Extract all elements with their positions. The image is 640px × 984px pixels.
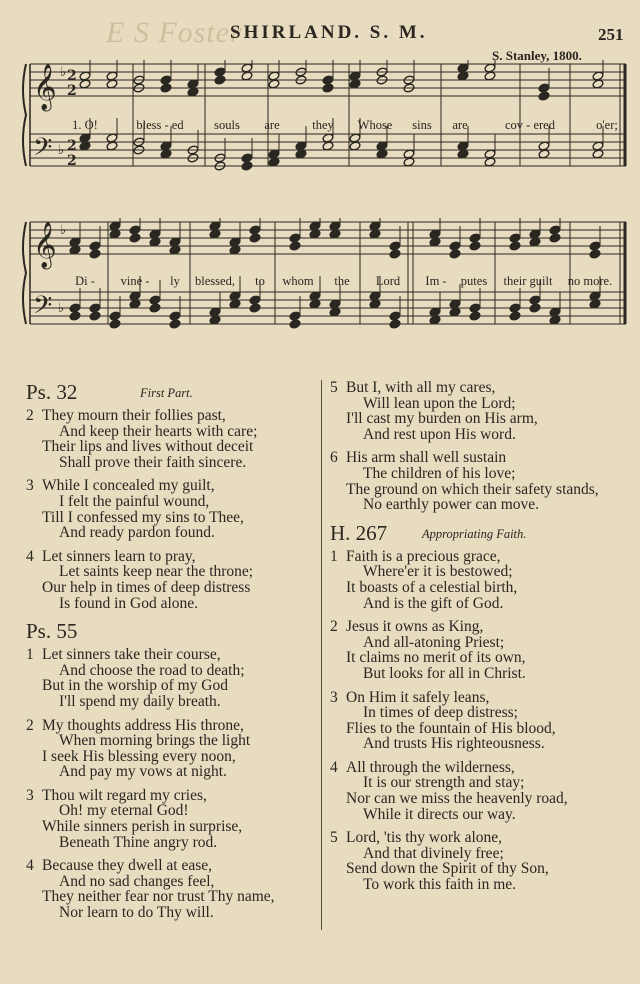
verse-text: Let sinners learn to pray,	[42, 547, 196, 565]
verse-line	[26, 819, 318, 835]
verse-line	[330, 861, 630, 877]
verse-line	[330, 482, 630, 498]
svg-text:𝄞: 𝄞	[33, 222, 57, 268]
psalm-heading	[26, 619, 318, 645]
stanza	[26, 858, 318, 920]
verse-line	[26, 549, 318, 565]
svg-text:𝄞: 𝄞	[33, 64, 57, 110]
verse-text: Is found in God alone.	[59, 594, 199, 612]
stanza-number: 3	[26, 786, 34, 804]
verse-line	[330, 380, 630, 396]
verse-line	[26, 678, 318, 694]
stanza-number: 3	[330, 688, 338, 706]
verse-line	[330, 807, 630, 823]
verse-line	[26, 835, 318, 851]
lyric-syllable: o'er;	[596, 118, 618, 132]
stanza	[330, 830, 630, 892]
music-system-2	[0, 218, 640, 358]
stanza	[26, 647, 318, 709]
verse-text: And that divinely free;	[363, 844, 504, 862]
verse-line	[26, 749, 318, 765]
verse-text: But looks for all in Christ.	[363, 664, 526, 682]
stanza-number: 1	[330, 547, 338, 565]
svg-text:♭: ♭	[58, 301, 65, 316]
verse-text: In times of deep distress;	[363, 704, 518, 722]
stanza-number: 3	[26, 477, 34, 495]
verse-text: It claims no merit of its own,	[346, 649, 526, 667]
verse-text: Thou wilt regard my cries,	[42, 786, 207, 804]
verse-line	[330, 760, 630, 776]
psalm-heading	[330, 521, 630, 547]
verse-text: But I, with all my cares,	[346, 379, 496, 396]
verse-text: Will lean upon the Lord;	[363, 394, 516, 412]
verse-text: Their lips and lives without deceit	[42, 438, 254, 456]
verse-text: And choose the road to death;	[59, 661, 245, 679]
verse-line	[330, 549, 630, 565]
verse-text: When morning brings the light	[59, 732, 251, 750]
verse-text: And ready pardon found.	[59, 524, 215, 542]
stanza-number: 2	[26, 407, 34, 424]
verse-text: Let saints keep near the throne;	[59, 563, 254, 581]
lyric-syllable: 1. O!	[72, 118, 98, 132]
stanza-number: 1	[26, 646, 34, 664]
column-divider	[321, 380, 322, 930]
stanza	[330, 690, 630, 752]
verse-line	[26, 564, 318, 580]
verse-line	[330, 596, 630, 612]
stanza	[330, 760, 630, 822]
lyric-syllable: putes	[460, 274, 488, 288]
verse-text: The ground on which their safety stands,	[346, 480, 599, 498]
verse-text: I felt the painful wound,	[59, 492, 210, 510]
verse-line	[330, 791, 630, 807]
lyric-syllable: are	[264, 118, 280, 132]
stanza-number: 4	[26, 857, 34, 875]
stanza	[330, 549, 630, 611]
page-header	[0, 16, 640, 63]
stanza	[26, 718, 318, 780]
page-number: 251	[598, 25, 624, 44]
stanza-number: 4	[330, 758, 338, 776]
lyric-syllable: sins	[412, 118, 432, 132]
svg-text:2: 2	[67, 68, 77, 84]
verse-text: I'll spend my daily breath.	[59, 692, 221, 710]
lyric-syllable: their guilt	[503, 274, 553, 288]
lyric-syllable: the	[334, 274, 350, 288]
svg-text:𝄢: 𝄢	[33, 291, 53, 326]
verse-text: But in the worship of my God	[42, 677, 228, 695]
verse-line	[26, 439, 318, 455]
verse-line	[26, 455, 318, 471]
verse-text: And is the gift of God.	[363, 594, 504, 612]
verse-line	[330, 497, 630, 513]
verse-line	[26, 764, 318, 780]
lyric-syllable: whom	[282, 274, 314, 288]
verse-line	[26, 580, 318, 596]
verse-text: They mourn their follies past,	[42, 407, 226, 424]
verse-text: On Him it safely leans,	[346, 688, 490, 706]
verse-line	[330, 466, 630, 482]
verse-text: And pay my vows at night.	[59, 763, 227, 781]
verse-line	[26, 718, 318, 734]
verse-text: I'll cast my burden on His arm,	[346, 410, 538, 428]
verse-line	[330, 721, 630, 737]
verse-text: Jesus it owns as King,	[346, 618, 484, 636]
lyric-syllable: vine -	[120, 274, 150, 288]
verse-line	[330, 580, 630, 596]
verse-text: While I concealed my guilt,	[42, 477, 215, 495]
verse-line	[26, 424, 318, 440]
verse-text: Nor learn to do Thy will.	[59, 904, 214, 922]
svg-text:2: 2	[67, 83, 77, 99]
verse-text: His arm shall well sustain	[346, 449, 507, 467]
psalm-number: Ps. 55	[26, 619, 78, 644]
svg-text:𝄢: 𝄢	[33, 133, 53, 168]
verse-text: I seek His blessing every noon,	[42, 747, 236, 765]
verse-line	[26, 694, 318, 710]
verse-line	[26, 494, 318, 510]
stanza-number: 4	[26, 547, 34, 565]
verse-text: And rest upon His word.	[363, 425, 516, 443]
composer-credit: S. Stanley, 1800.	[492, 48, 582, 63]
verse-text: And keep their hearts with care;	[59, 422, 258, 440]
verse-text: And no sad changes feel,	[59, 872, 215, 890]
verse-line	[330, 411, 630, 427]
lyric-syllable: Whose	[357, 118, 393, 132]
verse-line	[26, 858, 318, 874]
svg-text:2: 2	[67, 138, 77, 154]
verse-line	[26, 803, 318, 819]
psalm-number: Ps. 32	[26, 380, 78, 404]
verse-line	[26, 733, 318, 749]
svg-text:♭: ♭	[60, 223, 67, 238]
verse-line	[26, 478, 318, 494]
verse-line	[330, 427, 630, 443]
lyric-syllable: Im -	[425, 274, 447, 288]
verse-line	[26, 788, 318, 804]
verse-line	[330, 450, 630, 466]
stanza	[26, 788, 318, 850]
psalm-subtitle: First Part.	[140, 386, 193, 400]
stanza-number: 5	[330, 379, 338, 396]
psalm-number: H. 267	[330, 520, 388, 545]
verse-text: Shall prove their faith sincere.	[59, 453, 247, 471]
verse-line	[330, 396, 630, 412]
verse-text: It boasts of a celestial birth,	[346, 578, 518, 596]
verse-line	[26, 510, 318, 526]
stanza	[26, 478, 318, 540]
stanza-number: 5	[330, 829, 338, 847]
lyric-syllable: blessed,	[195, 274, 235, 288]
verse-text: Let sinners take their course,	[42, 646, 221, 664]
lyric-syllable: bless - ed	[136, 118, 184, 132]
stanza-number: 6	[330, 449, 338, 467]
verse-text: Send down the Spirit of thy Son,	[346, 860, 549, 878]
verse-line	[26, 596, 318, 612]
verse-line	[26, 905, 318, 921]
lyric-syllable: cov - ered	[505, 118, 555, 132]
stanza	[26, 549, 318, 611]
lyric-syllable: to	[255, 274, 265, 288]
svg-text:2: 2	[67, 153, 77, 169]
verse-text: Beneath Thine angry rod.	[59, 833, 218, 851]
stanza	[330, 619, 630, 681]
lyric-syllable: are	[452, 118, 468, 132]
lyric-syllable: Lord	[375, 274, 401, 288]
verse-line	[26, 525, 318, 541]
verse-text: They neither fear nor trust Thy name,	[42, 888, 275, 906]
verse-line	[330, 619, 630, 635]
verse-line	[330, 690, 630, 706]
stanza	[330, 380, 630, 442]
verse-text: To work this faith in me.	[363, 876, 517, 894]
verse-line	[330, 705, 630, 721]
psalm-subtitle: Appropriating Faith.	[422, 526, 527, 541]
svg-text:♭: ♭	[60, 65, 67, 80]
verse-line	[26, 874, 318, 890]
verse-line	[330, 775, 630, 791]
verse-text: Lord, 'tis thy work alone,	[346, 829, 503, 847]
verse-text: While it directs our way.	[363, 805, 516, 823]
svg-text:♭: ♭	[58, 143, 65, 158]
stanza	[26, 408, 318, 470]
verse-text: All through the wilderness,	[346, 758, 515, 776]
verse-line	[26, 647, 318, 663]
verse-line	[330, 877, 630, 893]
handwritten-signature: E S Foster	[106, 16, 243, 49]
tune-title: SHIRLAND. S. M.	[230, 22, 428, 43]
verse-line	[330, 564, 630, 580]
verse-line	[26, 889, 318, 905]
verse-line	[330, 846, 630, 862]
verse-text: It is our strength and stay;	[363, 774, 525, 792]
verse-line	[330, 666, 630, 682]
lyric-syllable: no more.	[567, 274, 613, 288]
verse-text: Because they dwell at ease,	[42, 857, 212, 875]
verse-text: And all-atoning Priest;	[363, 633, 505, 651]
verse-line	[330, 650, 630, 666]
verse-text: Nor can we miss the heavenly road,	[346, 790, 568, 808]
lyric-syllable: ly	[170, 274, 180, 288]
verse-text: The children of his love;	[363, 464, 516, 482]
verse-line	[330, 635, 630, 651]
verse-line	[330, 830, 630, 846]
lyric-syllable: they	[312, 118, 334, 132]
right-hymn-column	[330, 380, 630, 901]
verse-text: While sinners perish in surprise,	[42, 818, 243, 836]
left-hymn-column	[26, 380, 318, 929]
verse-text: No earthly power can move.	[363, 496, 540, 514]
psalm-heading	[26, 380, 318, 406]
verse-text: Faith is a precious grace,	[346, 547, 501, 565]
verse-text: My thoughts address His throne,	[42, 716, 244, 734]
verse-text: Where'er it is bestowed;	[363, 563, 513, 581]
verse-line	[26, 408, 318, 424]
music-system-1	[0, 60, 640, 200]
stanza	[330, 450, 630, 512]
verse-text: Flies to the fountain of His blood,	[346, 719, 556, 737]
lyric-syllable: Di -	[75, 274, 95, 288]
stanza-number: 2	[26, 716, 34, 734]
stanza-number: 2	[330, 618, 338, 636]
verse-text: Our help in times of deep distress	[42, 578, 251, 596]
verse-line	[26, 663, 318, 679]
verse-text: And trusts His righteousness.	[363, 735, 545, 753]
verse-text: Till I confessed my sins to Thee,	[42, 508, 244, 526]
lyric-syllable: souls	[214, 118, 240, 132]
verse-line	[330, 736, 630, 752]
verse-text: Oh! my eternal God!	[59, 802, 189, 820]
